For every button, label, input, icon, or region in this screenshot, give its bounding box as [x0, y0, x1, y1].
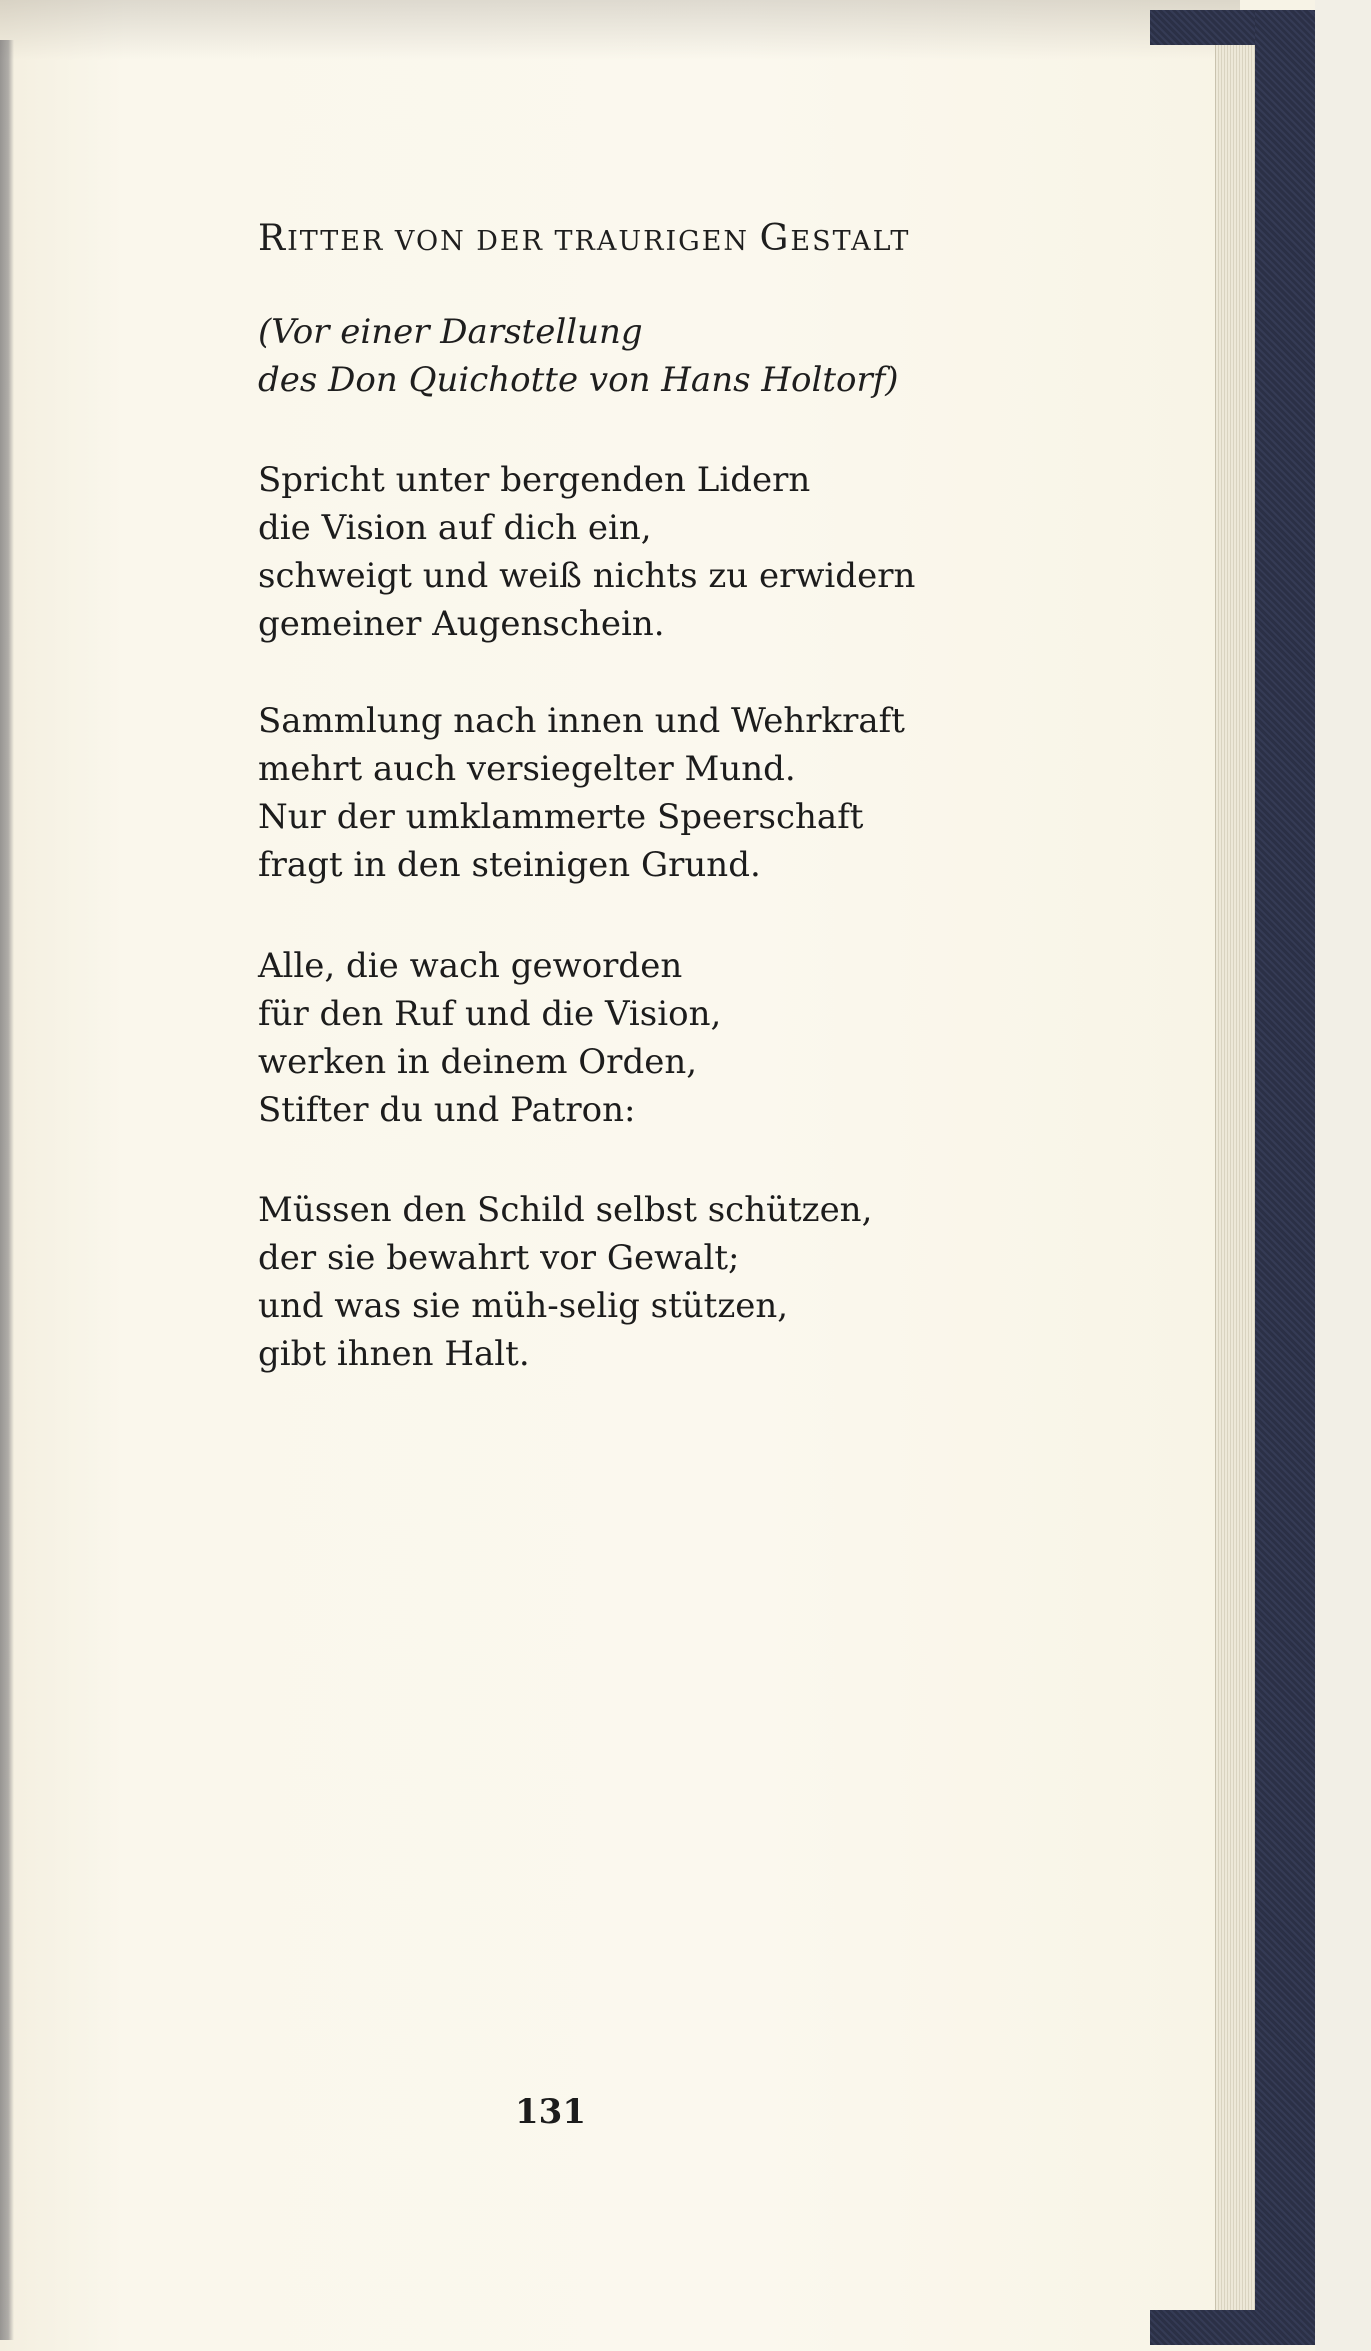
- scan-background: [1315, 0, 1371, 2351]
- subtitle-line: des Don Quichotte von Hans Holtorf): [258, 360, 899, 400]
- verse-line: und was sie müh-selig stützen,: [258, 1286, 789, 1326]
- verse-line: Müssen den Schild selbst schützen,: [258, 1190, 873, 1230]
- verse-line: schweigt und weiß nichts zu erwidern: [258, 556, 916, 596]
- poem-title: RITTER VON DER TRAURIGEN GESTALT: [258, 218, 911, 259]
- verse-line: fragt in den steinigen Grund.: [258, 845, 761, 885]
- verse-line: Sammlung nach innen und Wehrkraft: [258, 701, 905, 741]
- poem-subtitle: [258, 308, 899, 404]
- page-number: 131: [515, 2092, 586, 2132]
- stanza-3: [258, 942, 721, 1134]
- verse-line: werken in deinem Orden,: [258, 1042, 698, 1082]
- stanza-1: [258, 456, 915, 648]
- subtitle-line: (Vor einer Darstellung: [258, 312, 643, 352]
- stanza-4: [258, 1186, 872, 1378]
- verse-line: Alle, die wach geworden: [258, 946, 683, 986]
- page-shadow: [0, 0, 1240, 60]
- verse-line: die Vision auf dich ein,: [258, 508, 652, 548]
- verse-line: Nur der umklammerte Speerschaft: [258, 797, 864, 837]
- verse-line: gemeiner Augenschein.: [258, 604, 665, 644]
- verse-line: Spricht unter bergenden Lidern: [258, 460, 811, 500]
- verse-line: für den Ruf und die Vision,: [258, 994, 722, 1034]
- binding-edge: [0, 40, 14, 2340]
- verse-line: mehrt auch versiegelter Mund.: [258, 749, 796, 789]
- verse-line: Stifter du und Patron:: [258, 1090, 636, 1130]
- book-cover-bottom: [1150, 2310, 1315, 2345]
- book-cover-spine: [1255, 10, 1315, 2345]
- verse-line: der sie bewahrt vor Gewalt;: [258, 1238, 740, 1278]
- verse-line: gibt ihnen Halt.: [258, 1334, 530, 1374]
- stanza-2: [258, 697, 905, 889]
